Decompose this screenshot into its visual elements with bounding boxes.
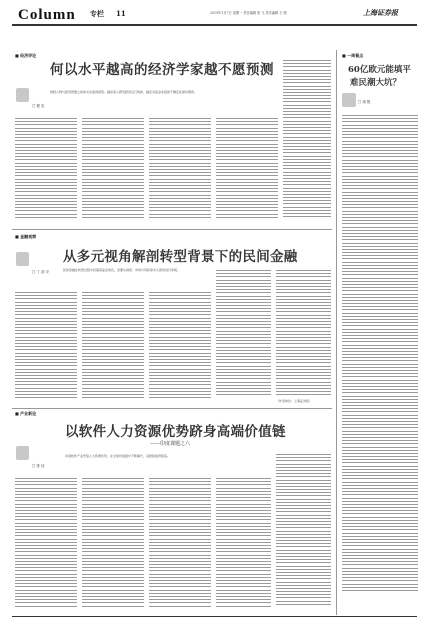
article3-byline: □ 张 佳 <box>32 464 45 468</box>
article1-author-photo <box>16 88 29 102</box>
article2-author-photo <box>16 252 29 266</box>
article2-body-col4 <box>216 270 271 404</box>
section-separator-2 <box>12 408 332 409</box>
article2-kicker: ■ 金融观察 <box>15 234 37 239</box>
article3-summary: 印度软件产业凭借人力资源优势，在全球价值链中不断攀升，其经验值得借鉴。 <box>65 454 171 458</box>
section-separator-1 <box>12 229 332 230</box>
sidebar-kicker: ■ 一周看点 <box>342 53 364 58</box>
masthead-brand: Column <box>18 7 76 23</box>
article3-author-photo <box>16 446 29 460</box>
article3-body-col1 <box>15 478 77 613</box>
article2-summary: 民间金融在转型过程中扮演着复杂角色，需要从制度、市场与风险等多元视角进行审视。 <box>63 268 181 272</box>
article1-byline: □ 程 实 <box>32 104 45 108</box>
sidebar-byline: □ 周 锐 <box>358 100 371 104</box>
article1-body-col1 <box>15 118 77 224</box>
article2-footnote: （作者单位：上海证券报） <box>276 399 313 403</box>
article1-body-col2 <box>82 118 144 224</box>
sidebar-divider <box>336 50 337 615</box>
article3-body-col5 <box>276 454 331 613</box>
article1-headline: 何以水平越高的经济学家越不愿预测 <box>50 62 274 78</box>
article2-body-col3 <box>149 292 211 404</box>
sidebar-author-photo <box>342 93 356 107</box>
article3-headline: 以软件人力资源优势跻身高端价值链 <box>65 424 286 440</box>
article1-summary: 财经人物与经济预测之间的关系值得深思。越是深入研究经济运行规律，越会对复杂系统的不确定性保持敬畏。 <box>50 90 198 94</box>
sidebar-headline-line1: 60亿欧元能填平 <box>348 65 411 75</box>
masthead-rule <box>12 24 417 26</box>
article3-subhead: ——印度课题之六 <box>150 441 191 447</box>
sidebar-headline-line2: 难民潮大坑？ <box>350 78 402 88</box>
masthead-page-number: 11 <box>116 9 126 18</box>
article1-body-col4 <box>216 118 278 224</box>
masthead-paper-name: 上海证券报 <box>363 8 398 17</box>
article2-body-col2 <box>82 292 144 404</box>
bottom-rule <box>12 616 417 617</box>
article1-kicker: ■ 经济评论 <box>15 53 37 58</box>
article2-byline: □ 丁 剑 平 <box>32 270 50 274</box>
article3-body-col4 <box>216 478 271 613</box>
article3-kicker: ■ 产业新论 <box>15 411 37 416</box>
article2-body-col1 <box>15 292 77 404</box>
masthead <box>0 0 429 26</box>
masthead-section: 专栏 <box>90 9 104 18</box>
masthead-info: 2019年1月7日 星期一 责任编辑 张 飞 美术编辑 王 路 <box>210 11 287 15</box>
article2-body-col5 <box>276 270 331 404</box>
article2-headline: 从多元视角解剖转型背景下的民间金融 <box>63 249 298 265</box>
sidebar-body <box>342 115 418 610</box>
article1-body-col5 <box>283 60 331 224</box>
article3-body-col2 <box>82 478 144 613</box>
article3-body-col3 <box>149 478 211 613</box>
article1-body-col3 <box>149 118 211 224</box>
